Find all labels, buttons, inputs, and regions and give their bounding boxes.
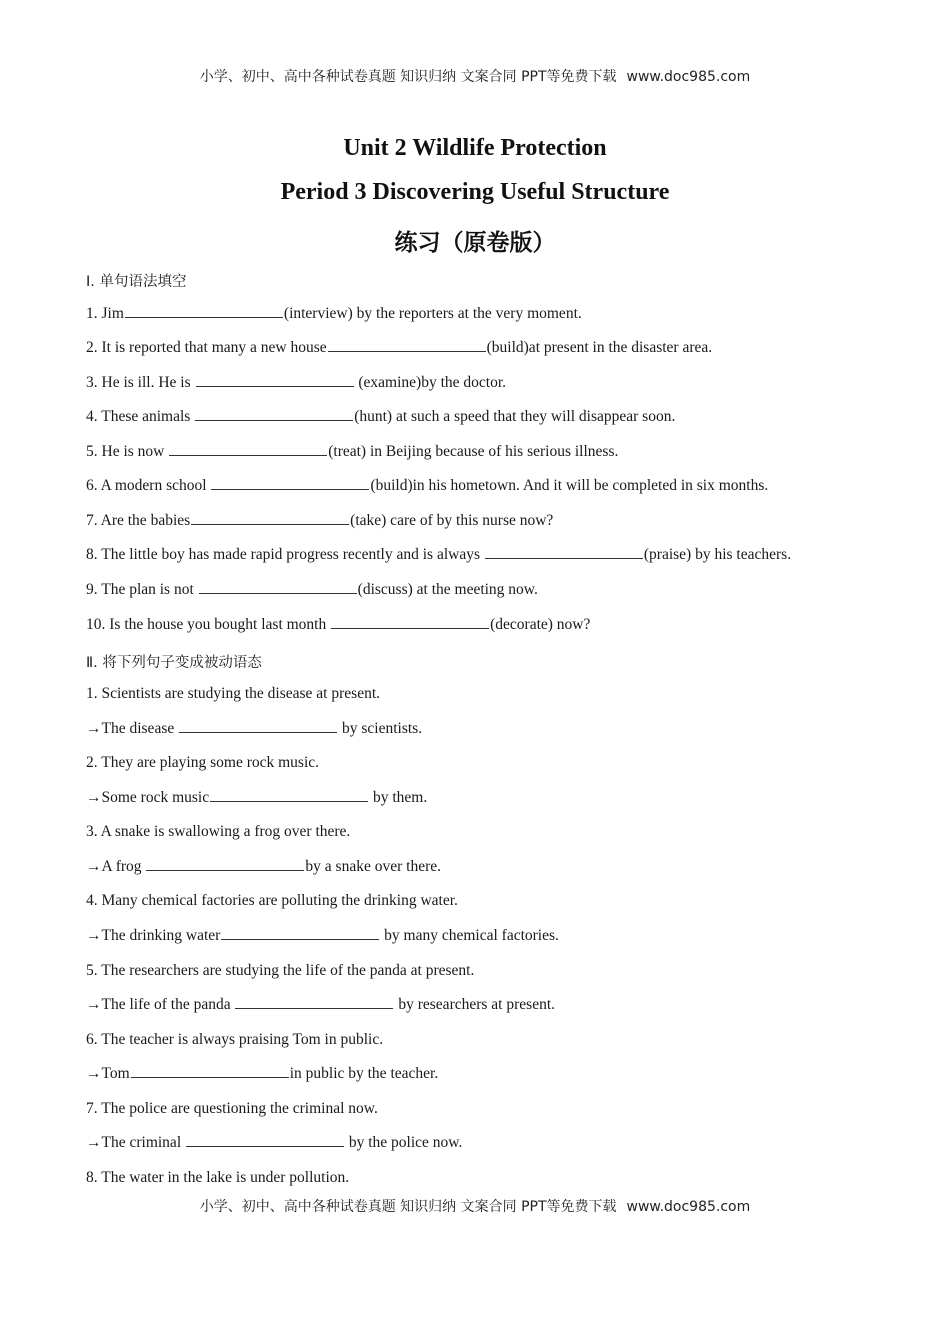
section2-heading: Ⅱ. 将下列句子变成被动语态 — [86, 655, 262, 671]
answer-prefix: →Some rock music — [86, 789, 210, 806]
s2-question-4: 4. Many chemical factories are polluting the drinking water. — [86, 892, 458, 909]
answer-blank[interactable] — [169, 454, 327, 456]
s2-answer-1 — [86, 720, 422, 738]
answer-prefix: →The disease — [86, 720, 179, 737]
item-suffix: (treat) in Beijing because of his serious illness. — [328, 443, 619, 460]
answer-prefix: →A frog — [86, 858, 146, 875]
item-prefix: 9. The plan is not — [86, 581, 198, 598]
answer-prefix: →Tom — [86, 1065, 130, 1082]
s2-question-8: 8. The water in the lake is under pollution. — [86, 1169, 350, 1186]
answer-suffix: by many chemical factories. — [380, 927, 559, 944]
answer-blank[interactable] — [179, 731, 337, 733]
answer-blank[interactable] — [146, 869, 304, 871]
answer-blank[interactable] — [199, 592, 357, 594]
answer-blank[interactable] — [195, 419, 353, 421]
header-text: 小学、初中、高中各种试卷真题 知识归纳 文案合同 PPT等免费下载 — [199, 69, 617, 85]
item-prefix: 10. Is the house you bought last month — [86, 616, 331, 633]
answer-blank[interactable] — [210, 800, 368, 802]
answer-suffix: by them. — [369, 789, 428, 806]
item-prefix: 6. A modern school — [86, 477, 211, 494]
item-prefix: 8. The little boy has made rapid progress recently and is always — [86, 546, 484, 563]
s1-item-9 — [86, 581, 538, 599]
item-prefix: 1. Jim — [86, 305, 124, 322]
unit-title: Unit 2 Wildlife Protection — [343, 135, 607, 161]
s2-answer-5 — [86, 996, 555, 1014]
page-footer — [0, 1196, 950, 1216]
item-suffix: (praise) by his teachers. — [643, 546, 792, 563]
item-prefix: 5. He is now — [86, 443, 169, 460]
answer-blank[interactable] — [221, 938, 379, 940]
answer-suffix: by scientists. — [338, 720, 423, 737]
answer-prefix: →The criminal — [86, 1134, 185, 1151]
answer-blank[interactable] — [131, 1076, 289, 1078]
s1-item-5 — [86, 443, 618, 461]
s2-answer-2 — [86, 789, 427, 807]
answer-blank[interactable] — [196, 385, 354, 387]
s1-item-3 — [86, 374, 506, 392]
footer-text: 小学、初中、高中各种试卷真题 知识归纳 文案合同 PPT等免费下载 — [199, 1199, 617, 1215]
page-header — [0, 66, 950, 86]
answer-prefix: →The drinking water — [86, 927, 221, 944]
item-suffix: (build)at present in the disaster area. — [486, 339, 713, 356]
s2-answer-7 — [86, 1134, 462, 1152]
answer-blank[interactable] — [191, 523, 349, 525]
answer-blank[interactable] — [235, 1007, 393, 1009]
section1-heading: Ⅰ. 单句语法填空 — [86, 274, 187, 290]
item-suffix: (decorate) now? — [490, 616, 591, 633]
s2-answer-6 — [86, 1065, 438, 1083]
answer-prefix: →The life of the panda — [86, 996, 235, 1013]
answer-blank[interactable] — [125, 316, 283, 318]
s2-answer-4 — [86, 927, 559, 945]
answer-suffix: by researchers at present. — [394, 996, 556, 1013]
answer-suffix: by a snake over there. — [305, 858, 441, 875]
item-suffix: (discuss) at the meeting now. — [357, 581, 538, 598]
answer-suffix: by the police now. — [345, 1134, 463, 1151]
answer-blank[interactable] — [331, 627, 489, 629]
s1-item-1 — [86, 305, 582, 323]
item-prefix: 4. These animals — [86, 408, 195, 425]
item-suffix: (interview) by the reporters at the very moment. — [283, 305, 582, 322]
s2-question-1: 1. Scientists are studying the disease at present. — [86, 685, 381, 702]
s2-question-2: 2. They are playing some rock music. — [86, 754, 320, 771]
footer-url[interactable]: www.doc985.com — [626, 1199, 751, 1215]
item-prefix: 2. It is reported that many a new house — [86, 339, 327, 356]
answer-blank[interactable] — [211, 488, 369, 490]
s1-item-6 — [86, 477, 768, 495]
version-title: 练习（原卷版） — [394, 230, 556, 256]
s1-item-4 — [86, 408, 675, 426]
header-url[interactable]: www.doc985.com — [626, 69, 751, 85]
s2-question-3: 3. A snake is swallowing a frog over there. — [86, 823, 351, 840]
answer-blank[interactable] — [186, 1145, 344, 1147]
answer-blank[interactable] — [485, 557, 643, 559]
item-suffix: (hunt) at such a speed that they will disappear soon. — [354, 408, 676, 425]
s2-question-6: 6. The teacher is always praising Tom in public. — [86, 1031, 384, 1048]
item-suffix: (examine)by the doctor. — [354, 374, 507, 391]
item-suffix: (take) care of by this nurse now? — [350, 512, 554, 529]
answer-blank[interactable] — [328, 350, 486, 352]
s1-item-10 — [86, 616, 590, 634]
s1-item-7 — [86, 512, 553, 530]
item-suffix: (build)in his hometown. And it will be completed in six months. — [370, 477, 769, 494]
s2-question-7: 7. The police are questioning the criminal now. — [86, 1100, 378, 1117]
s1-item-8 — [86, 546, 791, 564]
s2-question-5: 5. The researchers are studying the life of the panda at present. — [86, 962, 475, 979]
answer-suffix: in public by the teacher. — [289, 1065, 439, 1082]
s1-item-2 — [86, 339, 712, 357]
item-prefix: 7. Are the babies — [86, 512, 191, 529]
item-prefix: 3. He is ill. He is — [86, 374, 195, 391]
period-title: Period 3 Discovering Useful Structure — [280, 179, 670, 205]
s2-answer-3 — [86, 858, 441, 876]
